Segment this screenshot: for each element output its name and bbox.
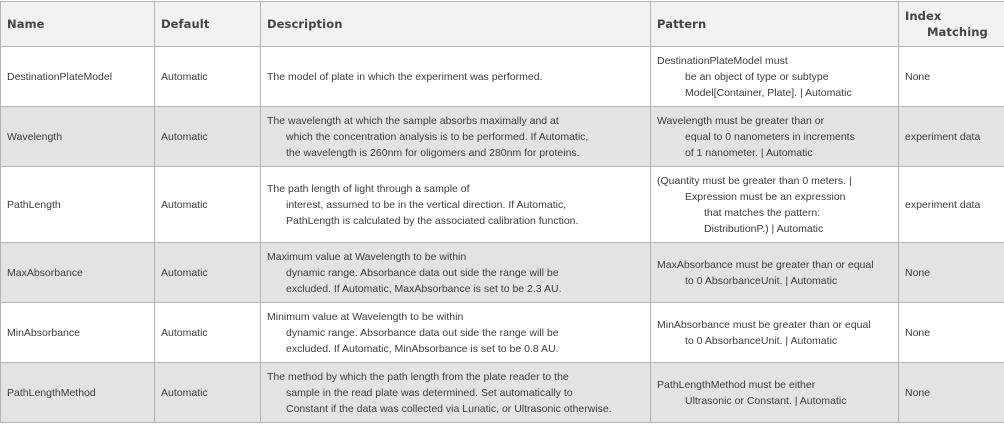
cell-description xyxy=(261,243,651,303)
cell-pattern xyxy=(651,47,899,107)
pattern-line: Ultrasonic or Constant. | Automatic xyxy=(657,393,892,409)
description-line: Maximum value at Wavelength to be within xyxy=(267,249,644,265)
pattern-line: to 0 AbsorbanceUnit. | Automatic xyxy=(657,333,892,349)
pattern-line: MinAbsorbance must be greater than or equal xyxy=(657,317,892,333)
cell-name: PathLengthMethod xyxy=(1,363,155,423)
options-table xyxy=(0,1,1004,423)
cell-index-matching: None xyxy=(899,243,1004,303)
cell-index-matching: experiment data xyxy=(899,107,1004,167)
pattern-line: Wavelength must be greater than or xyxy=(657,113,892,129)
description-line: dynamic range. Absorbance data out side the range will be xyxy=(267,265,644,281)
description-line: The path length of light through a sample of xyxy=(267,181,644,197)
cell-index-matching: None xyxy=(899,47,1004,107)
pattern-line: DestinationPlateModel must xyxy=(657,53,892,69)
cell-name: DestinationPlateModel xyxy=(1,47,155,107)
header-name: Name xyxy=(1,2,155,47)
cell-description xyxy=(261,363,651,423)
cell-default: Automatic xyxy=(155,303,261,363)
pattern-line: equal to 0 nanometers in increments xyxy=(657,129,892,145)
description-line: excluded. If Automatic, MaxAbsorbance is set to be 2.3 AU. xyxy=(267,281,644,297)
pattern-line: (Quantity must be greater than 0 meters. | xyxy=(657,173,892,189)
description-line: sample in the read plate was determined. Set automatically to xyxy=(267,385,644,401)
table-row xyxy=(1,363,1004,423)
description-line: Minimum value at Wavelength to be within xyxy=(267,309,644,325)
description-line: Constant if the data was collected via Lunatic, or Ultrasonic otherwise. xyxy=(267,401,644,417)
cell-default: Automatic xyxy=(155,107,261,167)
cell-pattern xyxy=(651,107,899,167)
description-line: dynamic range. Absorbance data out side the range will be xyxy=(267,325,644,341)
cell-default: Automatic xyxy=(155,363,261,423)
description-line: The model of plate in which the experiment was performed. xyxy=(267,69,644,85)
header-row xyxy=(1,2,1004,47)
cell-description xyxy=(261,167,651,243)
header-description: Description xyxy=(261,2,651,47)
cell-index-matching: None xyxy=(899,363,1004,423)
cell-pattern xyxy=(651,363,899,423)
header-default: Default xyxy=(155,2,261,47)
cell-pattern xyxy=(651,167,899,243)
description-line: interest, assumed to be in the vertical direction. If Automatic, xyxy=(267,197,644,213)
description-line: The method by which the path length from the plate reader to the xyxy=(267,369,644,385)
pattern-line: DistributionP.) | Automatic xyxy=(657,221,892,237)
cell-pattern xyxy=(651,243,899,303)
table-row xyxy=(1,47,1004,107)
cell-name: MaxAbsorbance xyxy=(1,243,155,303)
header-index-matching xyxy=(899,2,1004,47)
cell-name: Wavelength xyxy=(1,107,155,167)
description-line: which the concentration analysis is to be performed. If Automatic, xyxy=(267,129,644,145)
cell-description xyxy=(261,107,651,167)
cell-index-matching: experiment data xyxy=(899,167,1004,243)
cell-default: Automatic xyxy=(155,167,261,243)
cell-description xyxy=(261,303,651,363)
cell-default: Automatic xyxy=(155,47,261,107)
table-row xyxy=(1,243,1004,303)
header-index-line1: Index xyxy=(905,8,999,24)
table-row xyxy=(1,303,1004,363)
cell-description xyxy=(261,47,651,107)
pattern-line: Expression must be an expression xyxy=(657,189,892,205)
cell-name: MinAbsorbance xyxy=(1,303,155,363)
description-line: PathLength is calculated by the associated calibration function. xyxy=(267,213,644,229)
description-line: The wavelength at which the sample absorbs maximally and at xyxy=(267,113,644,129)
cell-default: Automatic xyxy=(155,243,261,303)
cell-name: PathLength xyxy=(1,167,155,243)
pattern-line: that matches the pattern: xyxy=(657,205,892,221)
pattern-line: be an object of type or subtype xyxy=(657,69,892,85)
pattern-line: PathLengthMethod must be either xyxy=(657,377,892,393)
table-row xyxy=(1,167,1004,243)
pattern-line: Model[Container, Plate]. | Automatic xyxy=(657,85,892,101)
description-line: the wavelength is 260nm for oligomers and 280nm for proteins. xyxy=(267,145,644,161)
description-line: excluded. If Automatic, MinAbsorbance is set to be 0.8 AU. xyxy=(267,341,644,357)
header-index-line2: Matching xyxy=(905,24,999,40)
cell-pattern xyxy=(651,303,899,363)
pattern-line: to 0 AbsorbanceUnit. | Automatic xyxy=(657,273,892,289)
pattern-line: of 1 nanometer. | Automatic xyxy=(657,145,892,161)
pattern-line: MaxAbsorbance must be greater than or equal xyxy=(657,257,892,273)
header-pattern: Pattern xyxy=(651,2,899,47)
table-row xyxy=(1,107,1004,167)
cell-index-matching: None xyxy=(899,303,1004,363)
